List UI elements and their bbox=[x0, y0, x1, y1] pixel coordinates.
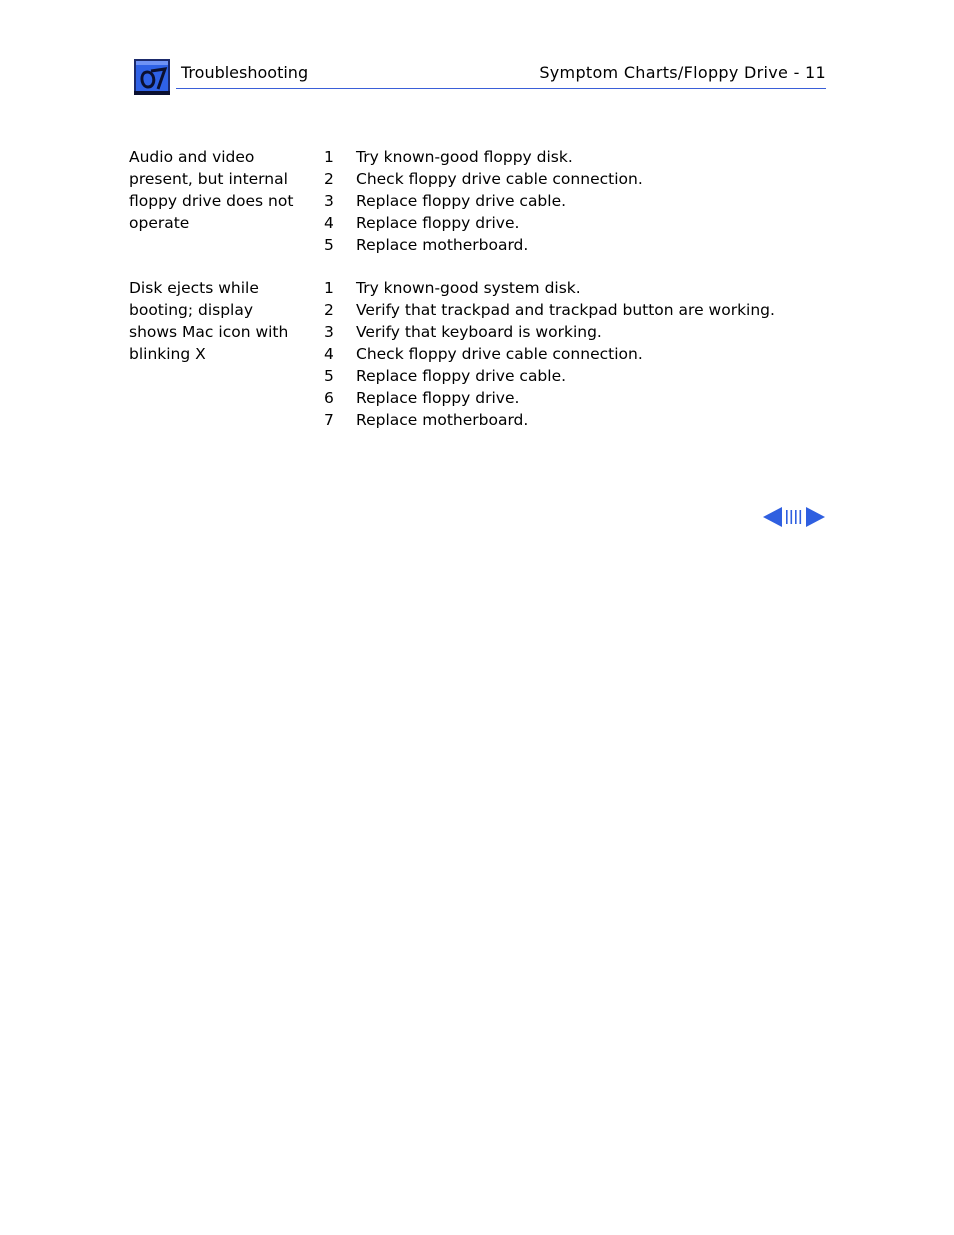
symptom-description bbox=[129, 277, 309, 365]
step-text: Replace motherboard. bbox=[356, 411, 529, 429]
step-number: 2 bbox=[324, 170, 334, 188]
step-text: Verify that keyboard is working. bbox=[356, 323, 602, 341]
step-number: 1 bbox=[324, 148, 334, 166]
section-title: Troubleshooting bbox=[181, 63, 309, 82]
symptom-line: Disk ejects while bbox=[129, 279, 259, 297]
step-text: Replace floppy drive cable. bbox=[356, 367, 567, 385]
step-number: 2 bbox=[324, 301, 334, 319]
step-text: Verify that trackpad and trackpad button are working. bbox=[356, 301, 775, 319]
solution-step bbox=[324, 212, 643, 234]
header-divider bbox=[176, 88, 826, 89]
step-text: Replace floppy drive. bbox=[356, 389, 520, 407]
solution-step bbox=[324, 409, 775, 431]
solution-step bbox=[324, 277, 775, 299]
page-header bbox=[134, 57, 826, 97]
symptom-line: shows Mac icon with bbox=[129, 323, 289, 341]
symptom-line: floppy drive does not bbox=[129, 192, 294, 210]
solution-step bbox=[324, 190, 643, 212]
solution-step bbox=[324, 299, 775, 321]
step-number: 3 bbox=[324, 192, 334, 210]
step-number: 4 bbox=[324, 214, 334, 232]
step-number: 6 bbox=[324, 389, 334, 407]
step-text: Replace motherboard. bbox=[356, 236, 529, 254]
right-arrow-icon[interactable] bbox=[805, 506, 825, 528]
solution-step bbox=[324, 146, 643, 168]
page-navigation bbox=[763, 506, 825, 528]
page-index-icon[interactable] bbox=[785, 506, 803, 528]
symptom-line: present, but internal bbox=[129, 170, 288, 188]
solution-step bbox=[324, 387, 775, 409]
step-text: Check floppy drive cable connection. bbox=[356, 170, 643, 188]
solution-step bbox=[324, 365, 775, 387]
solution-steps bbox=[324, 277, 775, 431]
step-number: 1 bbox=[324, 279, 334, 297]
step-number: 3 bbox=[324, 323, 334, 341]
symptom-line: operate bbox=[129, 214, 190, 232]
apple-service-logo-icon bbox=[134, 59, 170, 95]
step-number: 7 bbox=[324, 411, 334, 429]
symptom-description bbox=[129, 146, 309, 234]
page-title: Symptom Charts/Floppy Drive - 11 bbox=[539, 63, 826, 82]
step-text: Try known-good floppy disk. bbox=[356, 148, 573, 166]
step-number: 5 bbox=[324, 236, 334, 254]
symptom-line: booting; display bbox=[129, 301, 254, 319]
solution-steps bbox=[324, 146, 643, 256]
solution-step bbox=[324, 234, 643, 256]
symptom-line: blinking X bbox=[129, 345, 206, 363]
solution-step bbox=[324, 168, 643, 190]
symptom-line: Audio and video bbox=[129, 148, 255, 166]
step-text: Check floppy drive cable connection. bbox=[356, 345, 643, 363]
step-text: Replace floppy drive. bbox=[356, 214, 520, 232]
step-text: Try known-good system disk. bbox=[356, 279, 581, 297]
step-number: 4 bbox=[324, 345, 334, 363]
step-text: Replace floppy drive cable. bbox=[356, 192, 567, 210]
solution-step bbox=[324, 321, 775, 343]
solution-step bbox=[324, 343, 775, 365]
step-number: 5 bbox=[324, 367, 334, 385]
left-arrow-icon[interactable] bbox=[763, 506, 783, 528]
